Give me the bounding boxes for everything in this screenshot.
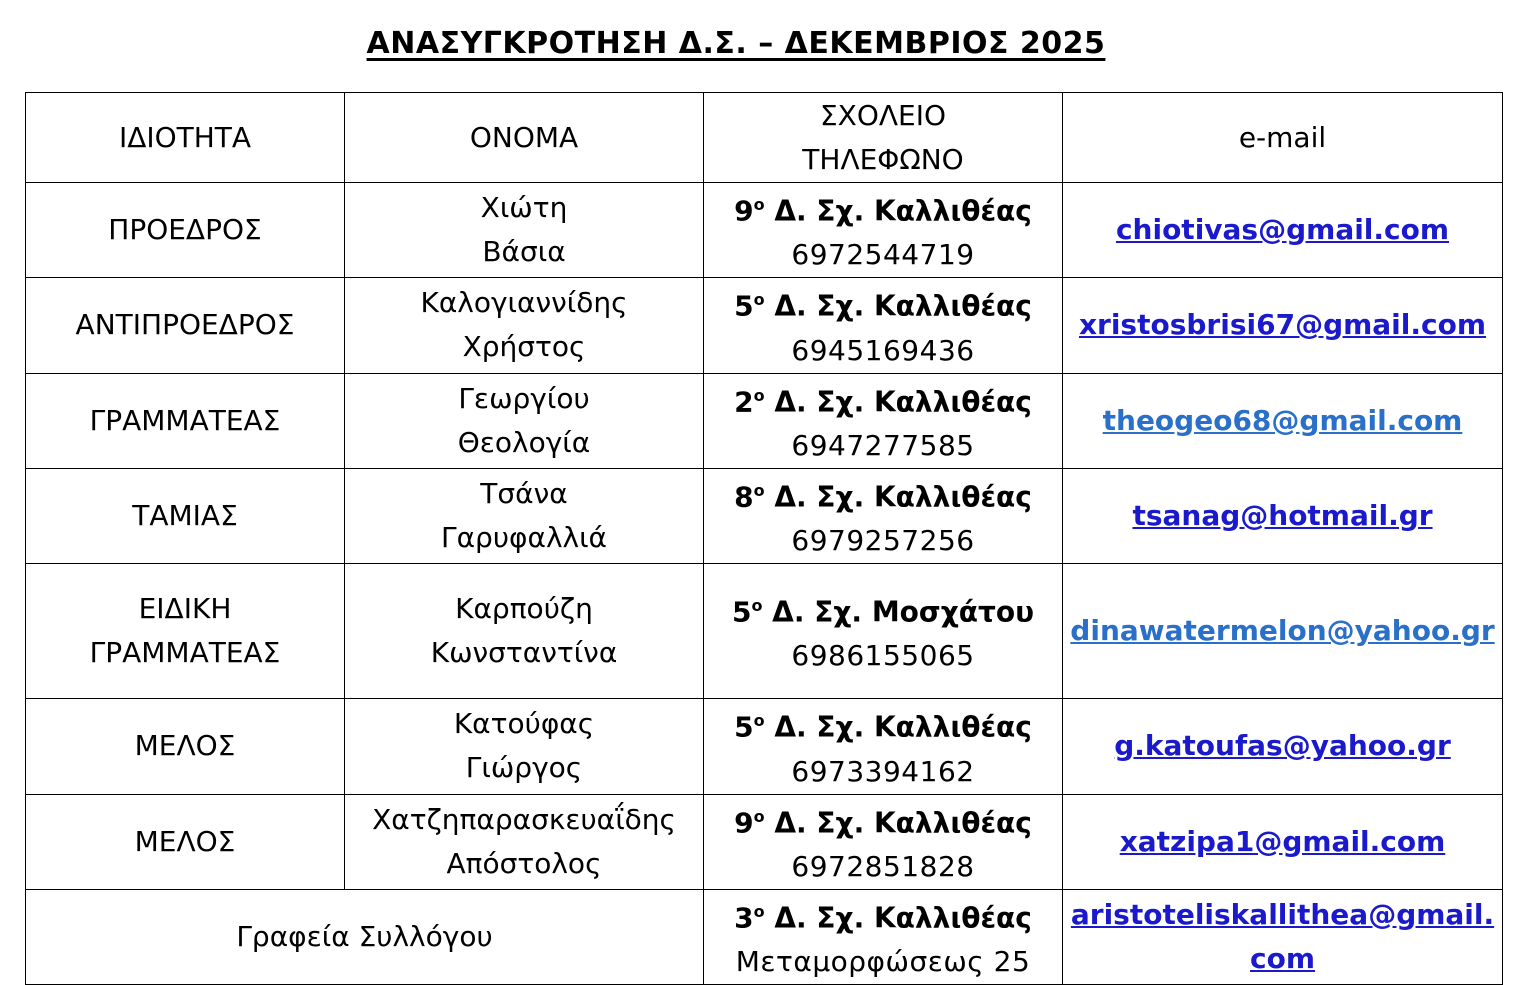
phone: 6947277585 [791, 428, 975, 462]
email-link[interactable]: dinawatermelon@yahoo.gr [1070, 614, 1495, 648]
header-school-phone [704, 93, 1063, 183]
table-row [26, 468, 1503, 563]
office-label: Γραφεία Συλλόγου [236, 920, 493, 954]
school: $5^o$ Δ. Σχ. Μοσχάτου [731, 595, 1035, 629]
office-email-link[interactable] [1063, 893, 1502, 981]
table-row [26, 564, 1503, 699]
first-name: Χρήστος [462, 330, 586, 364]
office-email-cell [1063, 889, 1503, 984]
role-cell [26, 373, 345, 468]
email-link[interactable]: xatzipa1@gmail.com [1119, 824, 1446, 858]
name-cell [345, 564, 704, 699]
first-name: Κωνσταντίνα [430, 636, 618, 670]
role: ΠΡΟΕΔΡΟΣ [108, 213, 262, 247]
table-row [26, 699, 1503, 794]
name-cell [345, 794, 704, 889]
surname: Χατζηπαρασκευαΐδης [372, 802, 676, 836]
first-name: Απόστολος [446, 846, 602, 880]
table-row [26, 794, 1503, 889]
school: $8^o$ Δ. Σχ. Καλλιθέας [734, 480, 1032, 514]
email-link[interactable]: chiotivas@gmail.com [1115, 213, 1450, 247]
header-school: ΣΧΟΛΕΙΟ [819, 98, 947, 132]
school: $9^o$ Δ. Σχ. Καλλιθέας [734, 805, 1032, 839]
first-name: Γιώργος [465, 751, 583, 785]
name-cell [345, 699, 704, 794]
table-row [26, 278, 1503, 373]
email-link[interactable]: xristosbrisi67@gmail.com [1078, 308, 1487, 342]
header-role: ΙΔΙΟΤΗΤΑ [26, 93, 345, 183]
header-name: ΟΝΟΜΑ [345, 93, 704, 183]
role-cell [26, 278, 345, 373]
email-cell [1063, 699, 1503, 794]
phone: 6979257256 [791, 524, 975, 558]
role: ΕΙΔΙΚΗ [138, 592, 232, 626]
office-address: Μεταμορφώσεως 25 [735, 945, 1031, 979]
office-row [26, 889, 1503, 984]
school-cell [704, 794, 1063, 889]
name-cell [345, 468, 704, 563]
surname: Καρπούζη [455, 592, 593, 626]
office-email-line2: com [1249, 942, 1315, 976]
header-phone: ΤΗΛΕΦΩΝΟ [802, 142, 964, 176]
email-cell [1063, 468, 1503, 563]
surname: Κατούφας [453, 707, 595, 741]
email-link[interactable]: theogeo68@gmail.com [1102, 403, 1463, 437]
school-cell [704, 564, 1063, 699]
first-name: Θεολογία [457, 425, 591, 459]
phone: 6973394162 [791, 754, 975, 788]
surname: Χιώτη [480, 191, 568, 225]
role-cell [26, 794, 345, 889]
role: ΓΡΑΜΜΑΤΕΑΣ [89, 403, 281, 437]
role: ΜΕΛΟΣ [134, 824, 236, 858]
school-cell [704, 183, 1063, 278]
name-cell [345, 278, 704, 373]
first-name: Βάσια [482, 235, 566, 269]
office-email-line1: aristoteliskallithea@gmail. [1070, 898, 1495, 932]
role: ΑΝΤΙΠΡΟΕΔΡΟΣ [75, 308, 295, 342]
email-cell [1063, 183, 1503, 278]
email-link[interactable]: tsanag@hotmail.gr [1132, 499, 1433, 533]
role: ΤΑΜΙΑΣ [132, 499, 238, 533]
school-cell [704, 373, 1063, 468]
email-cell [1063, 794, 1503, 889]
name-cell [345, 373, 704, 468]
school-cell [704, 468, 1063, 563]
surname: Καλογιαννίδης [420, 286, 628, 320]
page-title: ΑΝΑΣΥΓΚΡΟΤΗΣΗ Δ.Σ. – ΔΕΚΕΜΒΡΙΟΣ 2025 [366, 26, 1106, 61]
board-members-table [25, 92, 1503, 985]
role-cell [26, 699, 345, 794]
phone: 6972851828 [791, 849, 975, 883]
school: $9^o$ Δ. Σχ. Καλλιθέας [734, 194, 1032, 228]
name-cell [345, 183, 704, 278]
header-email: e-mail [1063, 93, 1503, 183]
phone: 6972544719 [791, 238, 975, 272]
school: $2^o$ Δ. Σχ. Καλλιθέας [734, 384, 1032, 418]
email-link[interactable]: g.katoufas@yahoo.gr [1114, 729, 1451, 763]
email-cell [1063, 278, 1503, 373]
table-row [26, 373, 1503, 468]
school: $5^o$ Δ. Σχ. Καλλιθέας [734, 289, 1032, 323]
role-line2: ΓΡΑΜΜΑΤΕΑΣ [89, 636, 281, 670]
school: $5^o$ Δ. Σχ. Καλλιθέας [734, 710, 1032, 744]
office-school: $3^o$ Δ. Σχ. Καλλιθέας [734, 901, 1032, 935]
school-cell [704, 278, 1063, 373]
email-cell [1063, 373, 1503, 468]
phone: 6945169436 [791, 333, 975, 367]
surname: Τσάνα [480, 477, 568, 511]
role: ΜΕΛΟΣ [134, 729, 236, 763]
office-school-cell [704, 889, 1063, 984]
role-cell [26, 468, 345, 563]
table-row [26, 183, 1503, 278]
office-label-cell [26, 889, 704, 984]
phone: 6986155065 [791, 639, 975, 673]
table-header-row [26, 93, 1503, 183]
first-name: Γαρυφαλλιά [440, 521, 608, 555]
email-cell [1063, 564, 1503, 699]
school-cell [704, 699, 1063, 794]
surname: Γεωργίου [458, 381, 590, 415]
role-cell [26, 564, 345, 699]
role-cell [26, 183, 345, 278]
